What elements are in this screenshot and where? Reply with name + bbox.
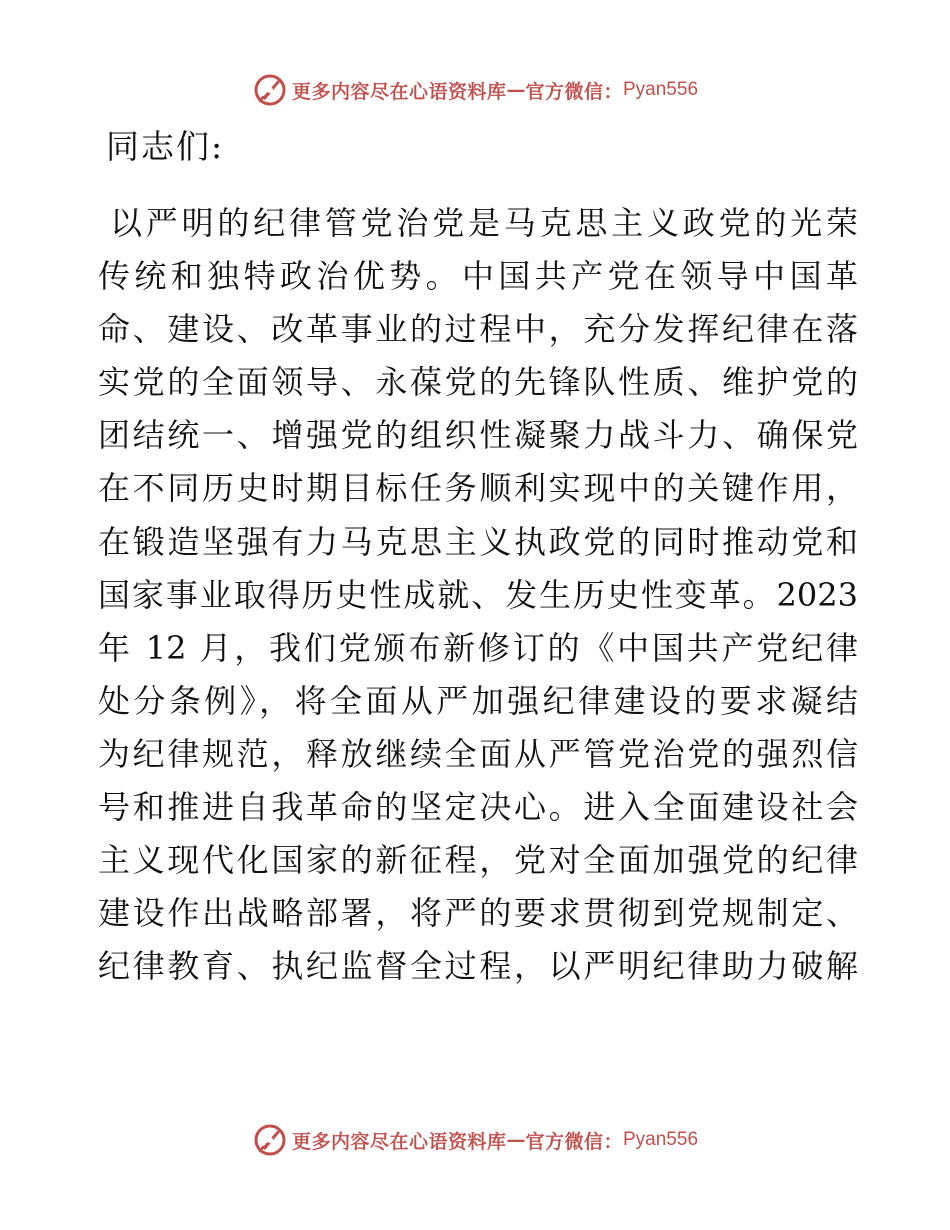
watermark-wechat-id: Pyan556 bbox=[623, 79, 699, 100]
watermark-wechat-label: 官方微信： bbox=[525, 1130, 623, 1153]
watermark-main-text: 更多内容尽在心语资料库 bbox=[291, 80, 507, 103]
watermark-main-text: 更多内容尽在心语资料库 bbox=[291, 1130, 507, 1153]
quill-pen-logo-icon bbox=[252, 72, 288, 108]
watermark-separator: — bbox=[506, 79, 526, 101]
paragraph-line: 国家事业取得历史性成就、发生历史性变革。2023 bbox=[98, 575, 858, 614]
paragraph-line: 建设作出战略部署，将严的要求贯彻到党规制定、 bbox=[98, 894, 858, 933]
body-paragraph bbox=[98, 197, 858, 993]
watermark-separator: — bbox=[506, 1129, 526, 1151]
paragraph-line: 团结统一、增强党的组织性凝聚力战斗力、确保党 bbox=[98, 416, 858, 455]
watermark-wechat-id: Pyan556 bbox=[623, 1129, 699, 1150]
paragraph-line: 传统和独特政治优势。中国共产党在领导中国革 bbox=[98, 257, 858, 296]
quill-pen-logo-icon bbox=[252, 1122, 288, 1158]
paragraph-line: 在锻造坚强有力马克思主义执政党的同时推动党和 bbox=[98, 522, 858, 561]
paragraph-line: 主义现代化国家的新征程，党对全面加强党的纪律 bbox=[98, 841, 858, 880]
paragraph-line: 为纪律规范，释放继续全面从严管党治党的强烈信 bbox=[98, 734, 858, 773]
paragraph-line: 号和推进自我革命的坚定决心。进入全面建设社会 bbox=[98, 788, 858, 827]
paragraph-line: 在不同历史时期目标任务顺利实现中的关键作用， bbox=[98, 469, 858, 508]
paragraph-line: 命、建设、改革事业的过程中，充分发挥纪律在落 bbox=[98, 310, 858, 349]
watermark-wechat-label: 官方微信： bbox=[525, 80, 623, 103]
paragraph-line: 处分条例》，将全面从严加强纪律建设的要求凝结 bbox=[98, 681, 858, 720]
paragraph-line: 年 12 月，我们党颁布新修订的《中国共产党纪律 bbox=[98, 628, 858, 667]
footer-watermark bbox=[0, 1120, 950, 1160]
paragraph-line: 实党的全面领导、永葆党的先锋队性质、维护党的 bbox=[98, 363, 858, 402]
paragraph-line: 纪律教育、执纪监督全过程，以严明纪律助力破解 bbox=[98, 947, 858, 986]
header-watermark bbox=[0, 70, 950, 110]
salutation: 同志们: bbox=[106, 127, 225, 166]
paragraph-line: 以严明的纪律管党治党是马克思主义政党的光荣 bbox=[110, 204, 858, 242]
